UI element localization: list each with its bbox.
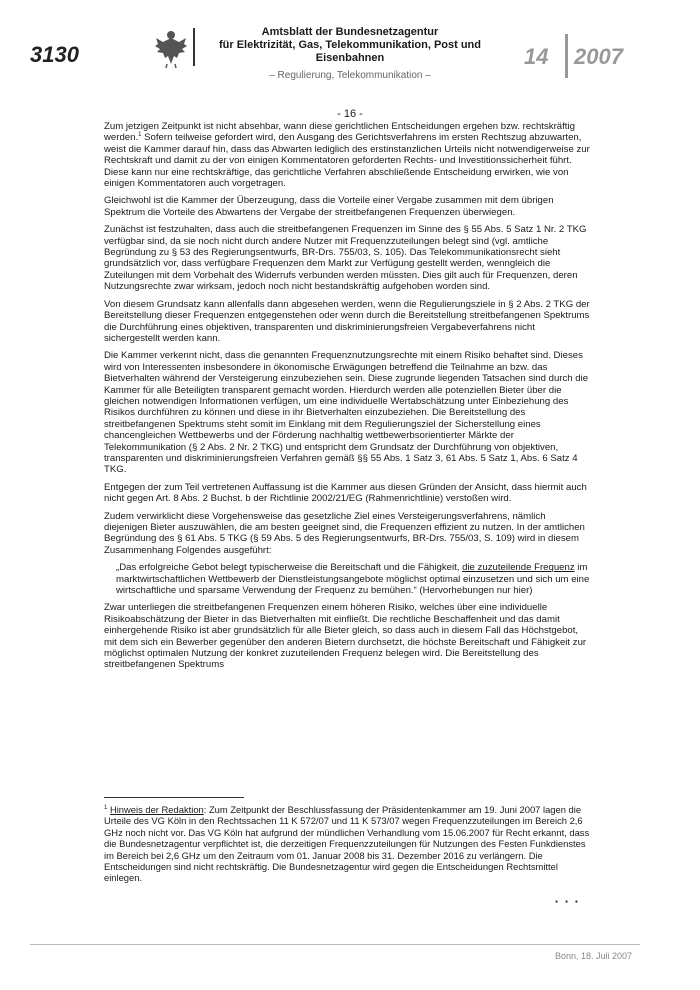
paragraph: Zudem verwirklicht diese Vorgehensweise das gesetzliche Ziel eines Versteigerungsverfahrens, nämlich diejenigen Bieter auszuwählen, die am besten geeignet sind, die Frequenzen effizient zu nutzen. In der amtlichen Begründung des § 61 Abs. 5 TKG (§ 59 Abs. 5 des Regierungsentwurfs, BR-Drs. 755/03, S. 109) wird in diesem Zusammenhang Folgendes ausgeführt: <box>104 510 585 556</box>
issue-divider <box>565 34 568 78</box>
block-quote: „Das erfolgreiche Gebot belegt typischerweise die Bereitschaft und die Fähigkeit, die zuzuteilende Frequenz im marktwirtschaftlichen Wettbewerb der Dienstleistungsangebote möglichst optimal einzusetzen und sich um eine wirtschaftliche und sparsame Verwendung der Frequenz zu bemühen.“ (Hervorhebungen nur hier) <box>116 562 590 597</box>
paragraph: Entgegen der zum Teil vertretenen Auffassung ist die Kammer aus diesen Gründen der Ansicht, dass hiermit auch nicht gegen Art. 8 Abs. 2 Buchst. b der Richtlinie 2002/21/EG (Rahmenrichtlinie) verstoßen wird. <box>104 481 587 505</box>
sub-page-number: - 16 - <box>337 108 363 120</box>
footnote-divider <box>104 797 244 798</box>
masthead <box>200 26 500 83</box>
federal-eagle-icon <box>154 28 188 68</box>
emblem-divider <box>193 28 195 66</box>
page-number: 3130 <box>30 42 79 67</box>
paragraph: Gleichwohl ist die Kammer der Überzeugung, dass die Vorteile einer Vergabe zusammen mit dem übrigen Spektrum die Vorteile des Abwartens der Vergabe der streitbefangenen Frequenzen überwiegen. <box>104 195 554 218</box>
paragraph: Zum jetzigen Zeitpunkt ist nicht absehbar, wann diese gerichtlichen Entscheidungen ergehen bzw. rechtskräftig werden.$^1$ Sofern teilweise gefordert wird, den Ausgang des Gerichtsverfahrens im ersten Rechtszug abzuwarten, weist die Kammer darauf hin, dass das Abwarten lediglich des erstinstanzlichen Urteils nicht notwendigerweise zur Rechtskraft und damit zu der von einigen Kommentatoren geforderten Rechts- und Investitionssicherheit führt. Diese kann nur eine rechtskräftige, das gerichtliche Verfahren abschließende Entscheidung erwirken, wie von einigen Kommentatoren auch vorgetragen. <box>104 121 590 190</box>
footnote-number: 1 <box>104 804 108 811</box>
footnote: $^1$ Hinweis der Redaktion: Zum Zeitpunkt der Beschlussfassung der Präsidentenkammer am 19. Juni 2007 lagen die Urteile des VG Köln in den Rechtssachen 11 K 572/07 und 11 K 573/07 wegen Frequenzzuteilungen im Bereich 2,6 GHz noch nicht vor. Das VG Köln hat aufgrund der mündlichen Verhandlung vom 15.06.2007 für Recht erkannt, dass die Bundesnetzagentur verpflichtet ist, die derzeitigen Frequenzzuteilungen für Nutzungen des Festen Funkdienstes im Bereich bei 2,6 GHz um den Zeitraum vom 01. Januar 2008 bis 31. Dezember 2016 zu verlängern. Die Entscheidungen sind nicht rechtskräftig. Die Bundesnetzagentur wird gegen die Entscheidungen Rechtsmittel einlegen. <box>104 804 590 884</box>
footnote-label: Hinweis der Redaktion <box>109 804 204 815</box>
paragraph: Die Kammer verkennt nicht, dass die genannten Frequenznutzungsrechte mit einem Risiko behaftet sind. Dieses wird von Interessenten insbesondere in ökonomische Erwägungen betreffend die Teilnahme an bzw. das Bietverhalten während der Versteigerung einzubeziehen sein. Diese zugrunde liegenden Tatsachen sind durch die Kammer für alle Beteiligten transparent gemacht worden. Hierdurch werden alle potenziellen Bieter über die gleichen notwendigen Informationen verfügen, um eine individuelle Wertabschätzung unter Einbeziehung des Risikos durchführen zu können und diese in ihr Bietverhalten einzubeziehen. Die Bereitstellung des streitbefangenen Spektrums steht somit im Einklang mit dem Regulierungsziel der Sicherstellung eines chancengleichen Wettbewerbs und der Förderung nachhaltig wettbewerbsorientierter Märkte der Telekommunikation (§ 2 Abs. 2 Nr. 2 TKG) und entspricht dem Grundsatz der Durchführung von objektiven, transparenten und diskriminierungsfreien Verfahren gemäß §§ 55 Abs. 1 Satz 3, 61 Abs. 5 Satz 1, Abs. 6 Satz 4 TKG. <box>104 350 589 476</box>
issue-year: 2007 <box>574 44 623 69</box>
journal-title: Amtsblatt der Bundesnetzagentur <box>261 26 439 38</box>
paragraph: Von diesem Grundsatz kann allenfalls dann abgesehen werden, wenn die Regulierungsziele in § 2 Abs. 2 TKG der Bereitstellung dieser Frequenzen entgegenstehen oder wenn durch die Bereitstellung streitbefangenen Spektrums die Durchführung eines objektiven, transparenten und diskriminierungsfreien Vergabeverfahrens nicht sichergestellt werden kann. <box>104 298 590 344</box>
footer-divider <box>30 944 640 945</box>
footnote-reference: 1 <box>138 132 142 139</box>
journal-subtitle: für Elektrizität, Gas, Telekommunikation, Post und Eisenbahnen <box>218 39 481 64</box>
paragraph: Zunächst ist festzuhalten, dass auch die streitbefangenen Frequenzen im Sinne des § 55 Abs. 5 Satz 1 Nr. 2 TKG verfügbar sind, da sie noch nicht durch andere Nutzer mit Frequenzzuteilungen belegt sind (vgl. amtliche Begründung zu § 53 des Regierungsentwurfs, BR-Drs. 755/03, S. 105). Das Telekommunikationsrecht sieht grundsätzlich vor, dass verfügbare Frequenzen dem Markt zur Verfügung gestellt werden, wenngleich die Zuteilungen mit dem Vorbehalt des Widerrufs verbunden werden müssten. Dies gilt auch für Frequenzen, deren Nutzungsrechte zwar wirksam, jedoch noch nicht bestandskräftig aufgehoben worden sind. <box>104 224 587 293</box>
issue-number: 14 <box>524 44 549 69</box>
section-label: – Regulierung, Telekommunikation – <box>269 70 431 81</box>
paragraph: Zwar unterliegen die streitbefangenen Frequenzen einem höheren Risiko, welches über eine individuelle Risikoabschätzung der Bieter in das Bietverhalten mit einfließt. Die rechtliche Beschaffenheit und das damit einhergehende Risiko ist aber grundsätzlich für alle Bieter gleich, so dass auch in diesem Fall das Höchstgebot, mit dem sich ein Bewerber gegenüber den anderen Bietern durchsetzt, die höchste Bereitschaft und Fähigkeit zur möglichst optimalen Nutzung der konkret zuzuteilenden Frequenz belegen wird. Die Bereitstellung des streitbefangenen Spektrums <box>104 602 587 671</box>
continuation-marker: · · · <box>554 894 580 909</box>
footer-date: Bonn, 18. Juli 2007 <box>554 951 632 961</box>
body-text <box>104 121 590 677</box>
